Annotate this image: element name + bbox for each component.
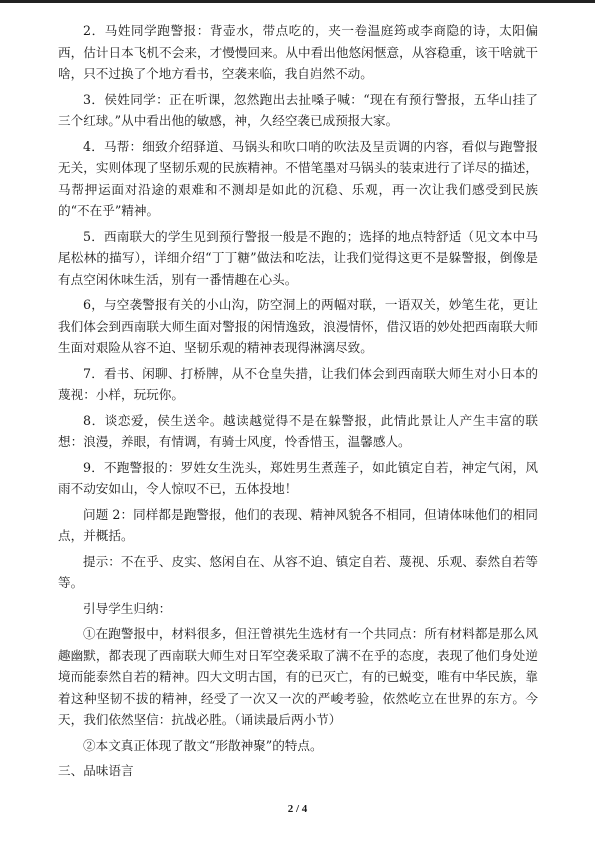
paragraph-ma-student: 2．马姓同学跑警报：背壶水，带点吃的，夹一卷温庭筠或李商隐的诗，太阳偏西，估计日本飞机不会来，才慢慢回来。从中看出他悠闲惬意，从容稳重，该干啥就干啥，只不过换了个地方看书，空袭来临，我自岿然不动。 bbox=[58, 23, 538, 81]
paragraph-couplets: 6，与空袭警报有关的小山沟，防空洞上的两幅对联，一语双关，妙笔生花，更让我们体会到西南联大师生面对警报的闲情逸致，浪漫情怀，借汉语的妙处把西南联大师生面对艰险从容不迫、坚韧乐观的精神表现得淋漓尽致。 bbox=[58, 297, 538, 355]
paragraph-romance: 8．谈恋爱，侯生送伞。越读越觉得不是在躲警报，此情此景让人产生丰富的联想：浪漫，养眼，有情调，有骑士风度，怜香惜玉，温馨感人。 bbox=[58, 412, 538, 449]
paragraph-not-running: 9．不跑警报的：罗姓女生洗头，郑姓男生煮莲子，如此镇定自若，神定气闲，风雨不动安如山，令人惊叹不已，五体投地！ bbox=[58, 459, 538, 496]
paragraph-lianda-students: 5．西南联大的学生见到预行警报一般是不跑的；选择的地点特舒适（见文本中马尾松林的描写），详细介绍“丁丁糖”做法和吃法，让我们觉得这更不是躲警报，倒像是有点空闲休味生活，别有一番情趣在心头。 bbox=[58, 228, 538, 287]
summary-point-1: ①在跑警报中，材料很多，但汪曾祺先生选材有一个共同点：所有材料都是那么风趣幽默，都表现了西南联大师生对日军空袭采取了满不在乎的态度，表现了他们身处逆境而能泰然自若的精神。四大文明古国，有的已灭亡，有的已蜕变，唯有中华民族，靠着这种坚韧不拔的精神，经受了一次又一次的严峻考验，依然屹立在世界的东方。今天，我们依然坚信：抗战必胜。（诵读最后两小节） bbox=[58, 626, 538, 727]
summary-point-2: ②本文真正体现了散文“形散神聚”的特点。 bbox=[83, 737, 323, 753]
guide-summary-heading: 引导学生归纳： bbox=[83, 600, 172, 616]
document-body bbox=[58, 20, 538, 782]
page-top-border bbox=[0, 0, 595, 3]
section-heading-language: 三、品味语言 bbox=[58, 763, 134, 778]
page-number: 2 / 4 bbox=[287, 803, 308, 815]
paragraph-reading-chatting: 7．看书、闲聊、打桥牌，从不仓皇失措，让我们体会到西南联大师生对小日本的蔑视：小样，玩玩你。 bbox=[58, 365, 538, 402]
question-2: 问题 2：同样都是跑警报，他们的表现、精神风貌各不相同，但请体味他们的相同点，并概括。 bbox=[58, 506, 538, 543]
hint: 提示：不在乎、皮实、悠闲自在、从容不迫、镇定自若、蔑视、乐观、泰然自若等等。 bbox=[58, 553, 538, 590]
paragraph-caravan: 4．马帮：细致介绍驿道、马锅头和吹口哨的吹法及呈贡调的内容，看似与跑警报无关，实则体现了坚韧乐观的民族精神。不惜笔墨对马锅头的装束进行了详尽的描述，马帮押运面对沿途的艰难和不测却是如此的沉稳、乐观，再一次让我们感受到民族的“不在乎”精神。 bbox=[58, 138, 538, 218]
paragraph-hou-student: 3．侯姓同学：正在听课，忽然跑出去扯嗓子喊：“现在有预行警报，五华山挂了三个红球。”从中看出他的敏感，神，久经空袭已成预报大家。 bbox=[58, 91, 538, 128]
